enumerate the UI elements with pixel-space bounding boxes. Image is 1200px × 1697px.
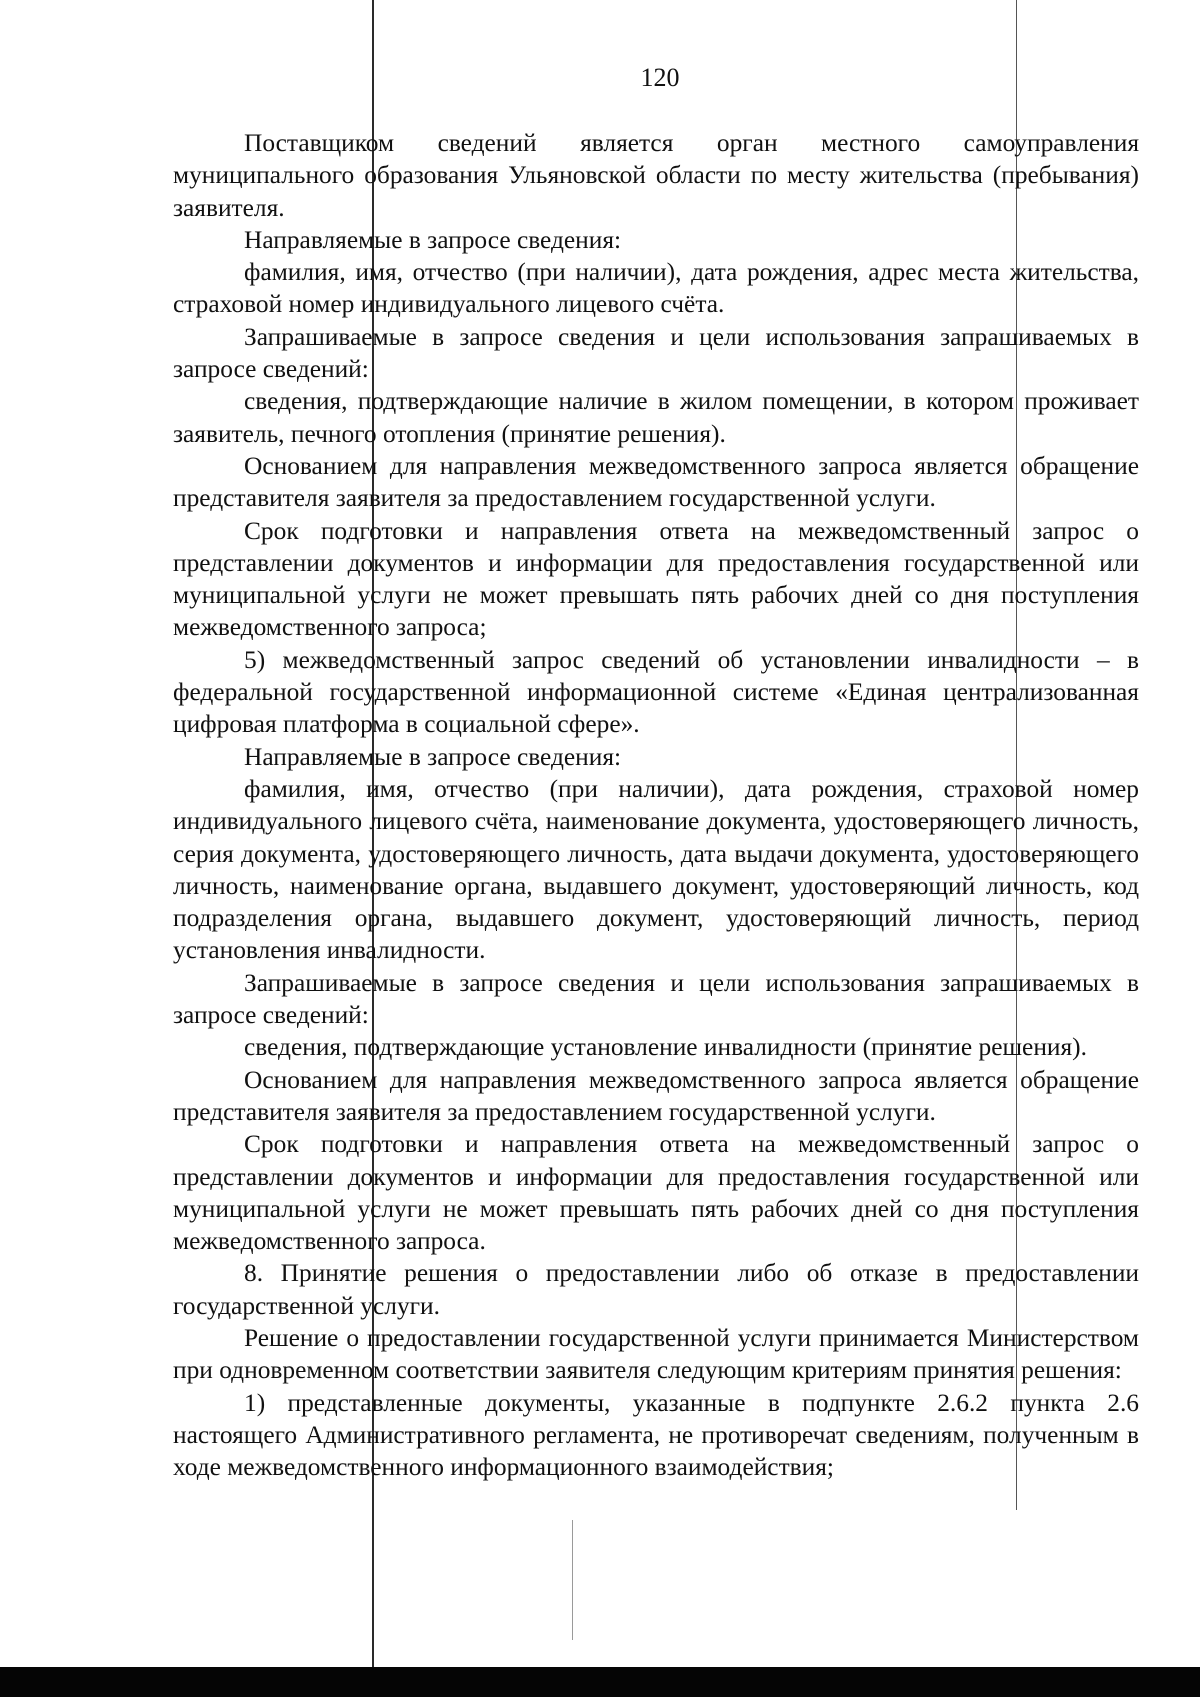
paragraph: Решение о предоставлении государственной услуги принимается Министерством при одновременном соответствии заявителя следующим критериям принятия решения: (173, 1323, 1139, 1385)
paragraph: сведения, подтверждающие установление инвалидности (принятие решения). (244, 1033, 1087, 1062)
paragraph: Основанием для направления межведомственного запроса является обращение представителя заявителя за предоставлением государственной услуги. (173, 451, 1139, 513)
scan-bottom-edge (0, 1667, 1200, 1697)
scan-artifact-line (572, 1520, 573, 1640)
paragraph: Основанием для направления межведомственного запроса является обращение представителя заявителя за предоставлением государственной услуги. (173, 1065, 1139, 1126)
paragraph: 5) межведомственный запрос сведений об установлении инвалидности – в федеральной государственной информационной системе «Единая централизованная цифровая платформа в социальной сфере». (173, 645, 1139, 739)
paragraph: Направляемые в запросе сведения: (244, 225, 622, 254)
document-body (173, 127, 1139, 1483)
page-number: 120 (640, 63, 680, 92)
paragraph: сведения, подтверждающие наличие в жилом помещении, в котором проживает заявитель, печного отопления (принятие решения). (173, 387, 1139, 448)
paragraph: Срок подготовки и направления ответа на межведомственный запрос о представлении документов и информации для предоставления государственной или муниципальной услуги не может превышать пять рабочих дней со дня поступления межведомственного запроса. (173, 1130, 1139, 1256)
paragraph: 1) представленные документы, указанные в подпункте 2.6.2 пункта 2.6 настоящего Административного регламента, не противоречат сведениям, полученным в ходе межведомственного информационного взаимодействия; (173, 1388, 1139, 1482)
paragraph: Запрашиваемые в запросе сведения и цели использования запрашиваемых в запросе сведений: (173, 322, 1139, 384)
paragraph: 8. Принятие решения о предоставлении либо об отказе в предоставлении государственной услуги. (173, 1259, 1139, 1320)
paragraph: Запрашиваемые в запросе сведения и цели использования запрашиваемых в запросе сведений: (173, 968, 1139, 1030)
paragraph: фамилия, имя, отчество (при наличии), дата рождения, адрес места жительства, страховой номер индивидуального лицевого счёта. (173, 258, 1139, 319)
paragraph: фамилия, имя, отчество (при наличии), дата рождения, страховой номер индивидуального лицевого счёта, наименование документа, удостоверяющего личность, серия документа, удостоверяющего личность, дата выдачи документа, удостоверяющего личность, наименование органа, выдавшего документ, удостоверяющий личность, код подразделения органа, выдавшего документ, удостоверяющий личность, период установления инвалидности. (173, 774, 1139, 965)
paragraph: Срок подготовки и направления ответа на межведомственный запрос о представлении документов и информации для предоставления государственной или муниципальной услуги не может превышать пять рабочих дней со дня поступления межведомственного запроса; (173, 516, 1139, 642)
paragraph: Поставщиком сведений является орган местного самоуправления муниципального образования Ульяновской области по месту жительства (пребывания) заявителя. (173, 129, 1139, 222)
paragraph: Направляемые в запросе сведения: (244, 742, 622, 771)
